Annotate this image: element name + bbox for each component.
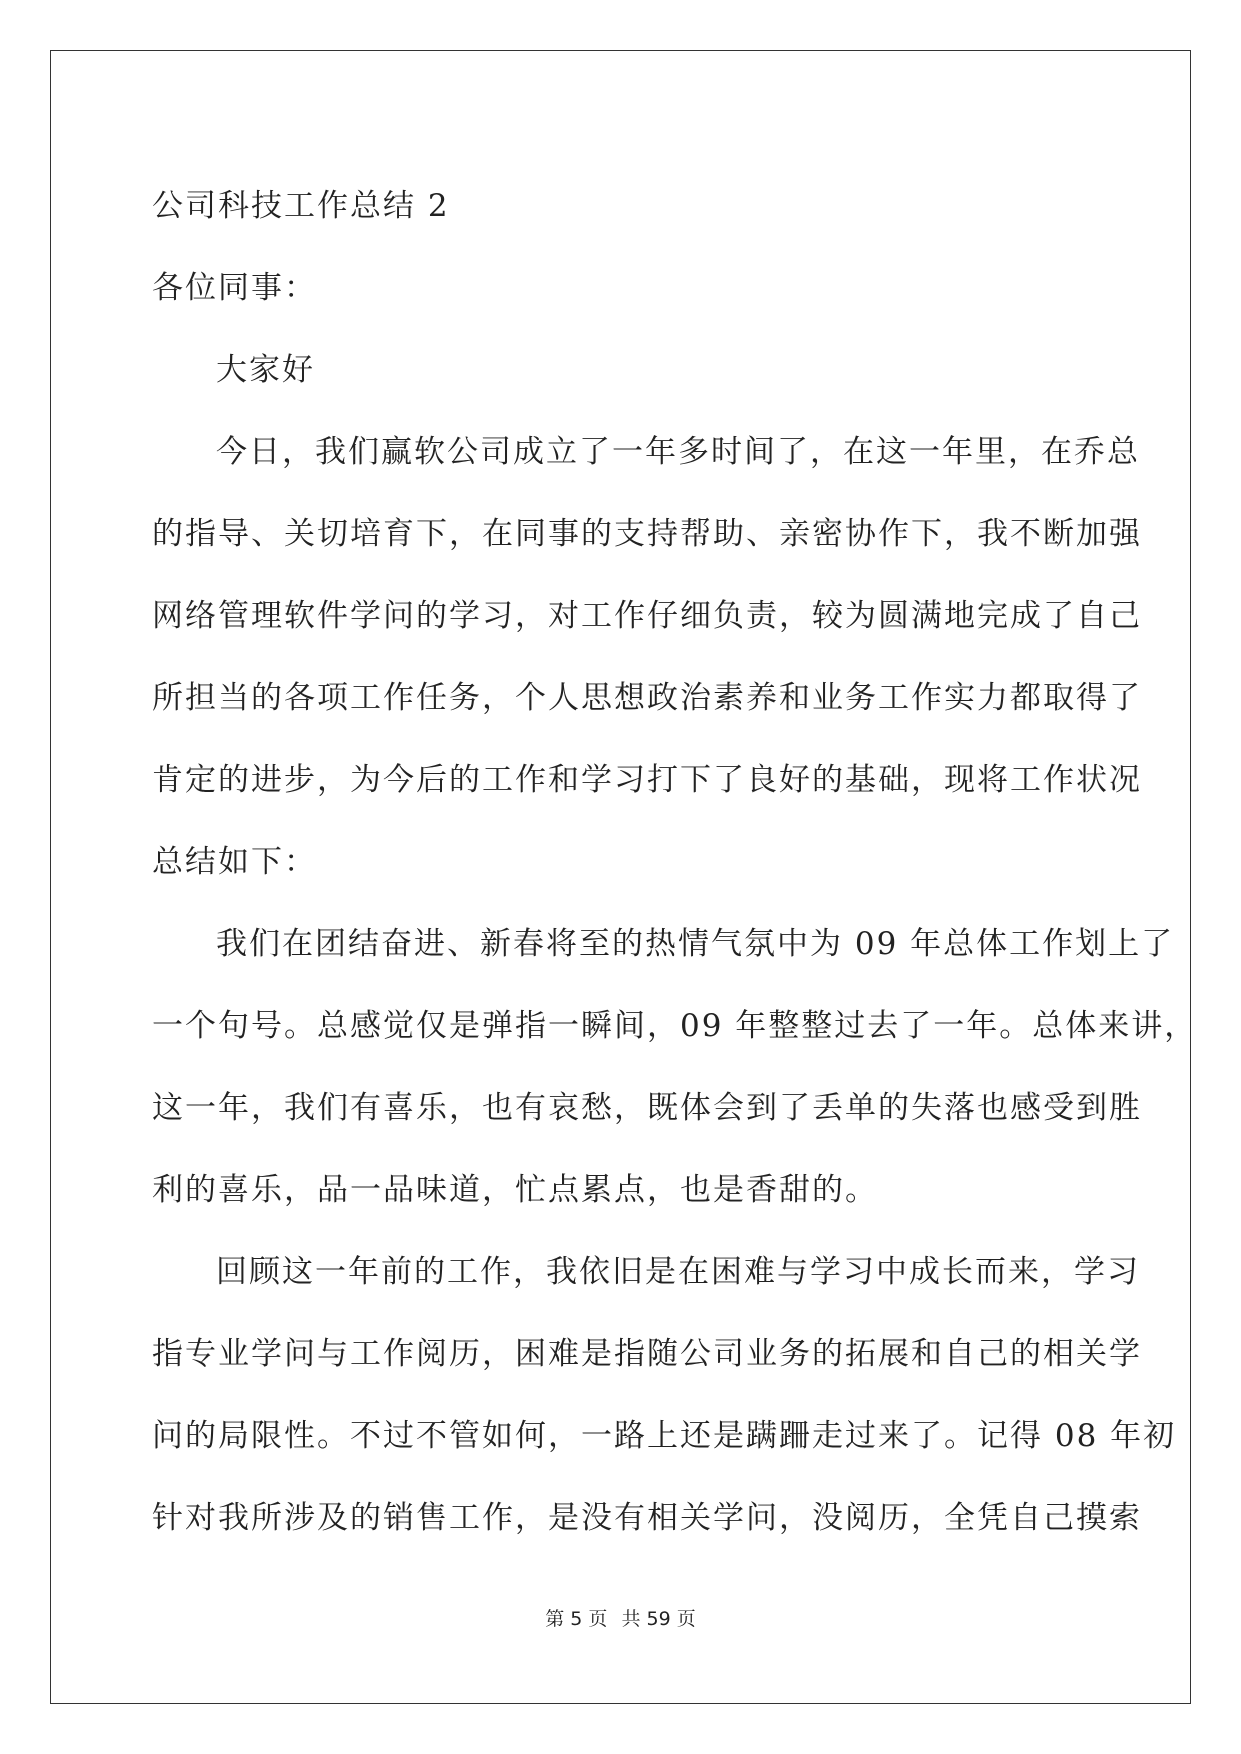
paragraph-line: 网络管理软件学问的学习，对工作仔细负责，较为圆满地完成了自己 xyxy=(152,598,1142,634)
document-title: 公司科技工作总结 2 xyxy=(152,188,450,224)
paragraph-line: 指专业学问与工作阅历，困难是指随公司业务的拓展和自己的相关学 xyxy=(152,1336,1142,1372)
paragraph-line: 肯定的进步，为今后的工作和学习打下了良好的基础，现将工作状况 xyxy=(152,762,1142,798)
paragraph-line: 问的局限性。不过不管如何，一路上还是蹒跚走过来了。记得 08 年初 xyxy=(152,1418,1177,1454)
paragraph-line: 针对我所涉及的销售工作，是没有相关学问，没阅历，全凭自己摸索 xyxy=(152,1500,1142,1536)
paragraph-line: 回顾这一年前的工作，我依旧是在困难与学习中成长而来，学习 xyxy=(216,1254,1140,1290)
paragraph-line: 今日，我们赢软公司成立了一年多时间了，在这一年里，在乔总 xyxy=(216,434,1140,470)
paragraph-line: 我们在团结奋进、新春将至的热情气氛中为 09 年总体工作划上了 xyxy=(216,926,1175,962)
page-footer xyxy=(0,1604,1241,1631)
greeting: 各位同事： xyxy=(152,270,317,306)
salutation: 大家好 xyxy=(216,352,315,388)
paragraph-line: 的指导、关切培育下，在同事的支持帮助、亲密协作下，我不断加强 xyxy=(152,516,1142,552)
paragraph-line: 总结如下： xyxy=(152,844,317,880)
page-total: 共 59 页 xyxy=(621,1608,696,1630)
paragraph-line: 这一年，我们有喜乐，也有哀愁，既体会到了丢单的失落也感受到胜 xyxy=(152,1090,1142,1126)
document-body xyxy=(152,165,1198,1559)
page-number: 第 5 页 xyxy=(545,1608,608,1630)
paragraph-line: 所担当的各项工作任务，个人思想政治素养和业务工作实力都取得了 xyxy=(152,680,1142,716)
paragraph-line: 一个句号。总感觉仅是弹指一瞬间，09 年整整过去了一年。总体来讲， xyxy=(152,1008,1198,1044)
paragraph-line: 利的喜乐，品一品味道，忙点累点，也是香甜的。 xyxy=(152,1172,878,1208)
